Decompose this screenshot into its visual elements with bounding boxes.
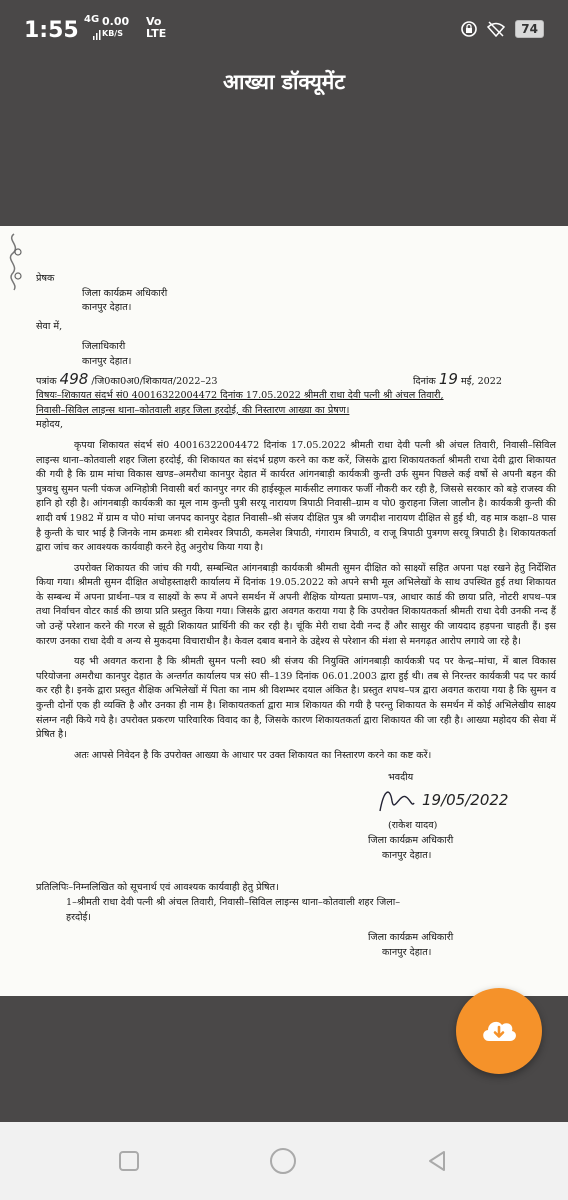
sender-line: जिला कार्यक्रम अधिकारी — [82, 287, 168, 299]
triangle-back-icon[interactable] — [424, 1148, 450, 1174]
footer-title: जिला कार्यक्रम अधिकारी — [368, 932, 454, 944]
cloud-download-icon — [479, 1015, 519, 1047]
paragraph: अतः आपसे निवेदन है कि उपरोक्त आख्या के आधार पर उक्त शिकायत का निस्तारण करने का कष्ट करें। — [74, 749, 432, 761]
salutation: महोदय, — [36, 419, 64, 431]
copy-item: 1–श्रीमती राधा देवी पत्नी श्री अंचल तिवारी, निवासी–सिविल लाइन्स थाना–कोतवाली शहर जिला– — [66, 897, 401, 908]
copy-item: हरदोई। — [66, 911, 91, 923]
recipient-line: कानपुर देहात। — [82, 355, 132, 367]
navigation-bar — [0, 1122, 568, 1200]
closing: भवदीय — [388, 772, 414, 784]
square-icon[interactable] — [116, 1148, 142, 1174]
status-time: 1:55 — [24, 18, 79, 43]
to-label: सेवा में, — [36, 320, 63, 332]
footer-title: कानपुर देहात। — [382, 946, 432, 958]
app-title: आख्या डॉक्यूमेंट — [223, 70, 345, 94]
status-bar — [0, 0, 568, 62]
download-button[interactable] — [456, 988, 542, 1074]
subject-line: निवासी–सिविल लाइन्स थाना–कोतवाली शहर जिला हरदोई, की निस्तारण आख्या का प्रेषण। — [36, 404, 350, 416]
sender-label: प्रेषक — [36, 273, 55, 284]
signatory-name: (राकेश यादव) — [388, 820, 438, 832]
paragraph: उपरोक्त शिकायत की जांच की गयी, सम्बन्धित आंगनबाड़ी कार्यकत्री श्रीमती सुमन दीक्षित को साक्ष्यों सहित अपना पक्ष रखने हेतु निर्देशित किया गया। श्रीमती सुमन दीक्षित अधोहस्ताक्षरी कार्यालय में दिनांक 19.05.2022 को अपने सभी मूल अभिलेखों के साथ उपस्थित हुई तथा शिकायत के सम्बन्ध में अपना प्रार्थना–पत्र व साक्ष्यों के रूप में अपने समर्थन में अपनी शैक्षिक योग्यता प्रमाण–पत्र, आधार कार्ड की छाया प्रति, नोटरी शपथ–पत्र तथा निर्वाचन वोटर कार्ड की छाया प्रति प्रस्तुत किया गया। जिसके द्वारा अवगत कराया गया है कि उपरोक्त शिकायतकर्ता श्रीमती राधा देवी उनकी नन्द हैं जो उन्हें परेशान करने की गरज से झूठी शिकायत प्रार्थिनी की कर रही है। चूंकि मेरी राधा देवी नन्द हैं और सासुर की जायदाद हड़पना चाहती हैं। इस कारण उनका राधा देवी व अन्य से मुकदमा विचाराधीन है। केवल दबाव बनाने के उद्देश्य से परेशान की मंशा से मनगढ़त आरोप लगाये जा रहे है। — [36, 562, 556, 647]
document-image[interactable] — [0, 226, 568, 996]
reference-line: पत्रांक 498 /जि0का0अ0/शिकायत/2022–23 दिनांक 19 मई, 2022 — [36, 369, 502, 388]
battery-indicator: 74 — [515, 20, 544, 38]
signature-icon — [376, 783, 416, 817]
signatory-title: कानपुर देहात। — [382, 850, 432, 862]
recipient-line: जिलाधिकारी — [82, 341, 126, 353]
signatory-title: जिला कार्यक्रम अधिकारी — [368, 835, 454, 847]
letter — [36, 244, 556, 960]
signature-block — [36, 763, 556, 881]
signal-icon — [93, 30, 101, 40]
privacy-icon — [461, 21, 477, 37]
network-type: 4G — [84, 14, 100, 25]
circle-icon[interactable] — [268, 1146, 298, 1176]
wifi-off-icon — [487, 21, 505, 37]
date-handwritten: 19 — [438, 369, 458, 388]
signature-date: 19/05/2022 — [422, 791, 509, 810]
binder-ring-icon — [4, 232, 24, 292]
network-speed: 0.00 KB/S — [102, 15, 130, 38]
copy-line: प्रतिलिपिः–निम्नलिखित को सूचनार्थ एवं आवश्यक कार्यवाही हेतु प्रेषित। — [36, 882, 279, 894]
ref-number-handwritten: 498 — [59, 369, 89, 388]
subject-line: विषयः–शिकायत संदर्भ सं0 40016322004472 दिनांक 17.05.2022 श्रीमती राधा देवी पत्नी श्री अंचल तिवारी, — [36, 390, 444, 402]
paragraph: कृपया शिकायत संदर्भ सं0 40016322004472 दिनांक 17.05.2022 श्रीमती राधा देवी पत्नी श्री अंचल तिवारी, निवासी–सिविल लाइन्स थाना–कोतवाली शहर जिला हरदोई, की शिकायत का संदर्भ ग्रहण करने का कष्ट करें, जिसके द्वारा शिकायतकर्ता श्रीमती राधा देवी द्वारा शिकायत की गयी है कि ग्राम मांचा विकास खण्ड–अमरौधा कानपुर देहात में कार्यरत आंगनबाड़ी कार्यकत्री कुन्ती उर्फ सुमन पिछले कई वर्षो से अपनी बहन की पुत्रवधु सुमन पत्नी पंकज अग्निहोत्री निवासी बर्रा कानपुर नगर की हाईस्कूल मार्कसीट लगाकर फर्जी नौकरी कर रही है, जिससे सरकार को बड़े राजस्व की हानि हो रही है। आंगनबाड़ी कार्यकत्री का मूल नाम कुन्ती पुत्री सरयू नारायण त्रिपाठी निवासी–ग्राम व पो0 कुराहना जिला जालौन है। कार्यकत्री कुन्ती की शादी वर्ष 1982 में ग्राम व पो0 मांचा जनपद कानपुर देहात निवासी–श्री संजय दीक्षित पुत्र श्री जगदीश नारायण दीक्षित से हुई थी, वह मात्र कक्षा–8 पास है कुन्ती के चार भाई है जिनके नाम क्रमशः श्री रामेश्वर त्रिपाठी, कमलेश त्रिपाठी, गंगाराम त्रिपाठी, व राजू त्रिपाठी पुत्रगण सरयू त्रिपाठी है। शिकायतकर्ता द्वारा जांच कर आवश्यक कार्यवाही करने हेतु अनुरोध किया गया है। — [36, 439, 556, 554]
sender-line: कानपुर देहात। — [82, 302, 132, 314]
paragraph: यह भी अवगत कराना है कि श्रीमती सुमन पत्नी स्व0 श्री संजय की नियुक्ति आंगनबाड़ी कार्यकत्री पद पर केन्द्र–मांचा, में बाल विकास परियोजना अमरौधा कानपुर देहात के अन्तर्गत कार्यालय पत्र सं0 सी–139 दिनांक 06.01.2003 द्वारा हुई थी। तब से निरन्तर कार्यकत्री पद पर कार्य कर रही है। इनके द्वारा प्रस्तुत शैक्षिक अभिलेखों में पिता का नाम श्री विशम्भर दयाल अंकित है। प्रस्तुत शपथ–पत्र द्वारा अवगत कराया गया है कि सुमन व कुन्ती दोनों एक ही व्यक्ति है और उनका ही नाम है। शिकायतकर्ता द्वारा मात्र शिकायत की गयी है परन्तु शिकायत के समर्थन में कोई अभिलेखीय साक्ष्य संलग्न नही किये गये है। उपरोक्त प्रकरण पारिवारिक विवाद का है, जिसके कारण शिकायतकर्ता द्वारा शिकायत की जा रही है। आख्या महोदय की सेवा में प्रेषित है। — [36, 656, 556, 741]
volte-indicator: Vo LTE — [146, 15, 167, 40]
